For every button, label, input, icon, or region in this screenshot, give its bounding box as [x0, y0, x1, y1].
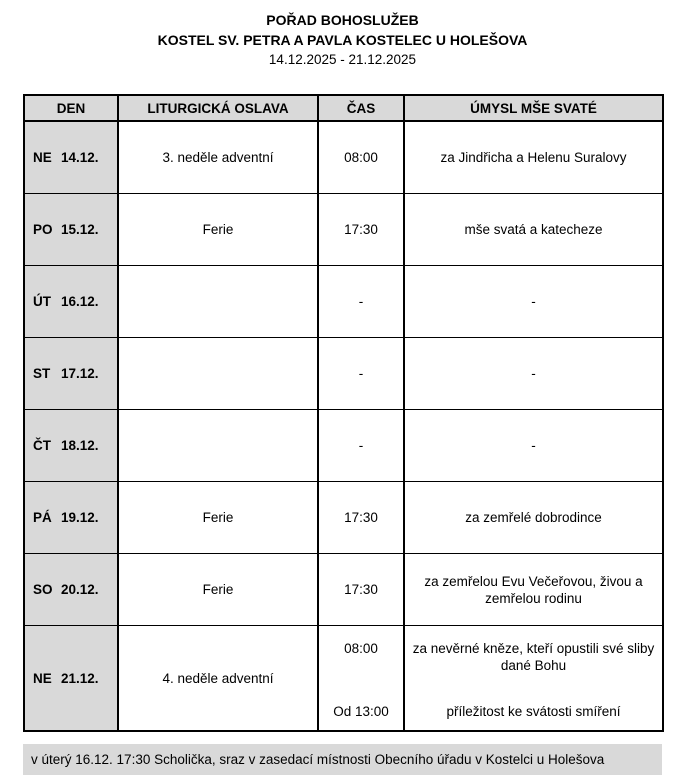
- day-date: 14.12.: [61, 150, 99, 165]
- day-date: 21.12.: [61, 670, 99, 686]
- day-abbr: NE: [33, 150, 52, 165]
- table-row: [24, 626, 663, 732]
- day-abbr: ST: [33, 366, 51, 381]
- intention-cell: [404, 626, 663, 732]
- celebration-cell: Ferie: [118, 482, 318, 554]
- day-date: 16.12.: [61, 294, 99, 309]
- mass-schedule-table: [23, 94, 664, 732]
- date-range: 14.12.2025 - 21.12.2025: [268, 52, 417, 67]
- day-abbr: ČT: [33, 438, 51, 453]
- table-row: [24, 121, 663, 194]
- intention-cell: -: [404, 266, 663, 338]
- time-cell: -: [318, 410, 404, 482]
- table-row: [24, 410, 663, 482]
- table-header-row: [24, 95, 663, 121]
- day-date: 20.12.: [61, 582, 99, 597]
- column-header-den: DEN: [24, 95, 118, 121]
- time-morning: 08:00: [344, 641, 378, 656]
- table-row: [24, 482, 663, 554]
- day-abbr: ÚT: [33, 294, 51, 309]
- footer-note: v úterý 16.12. 17:30 Scholička, sraz v zasedací místnosti Obecního úřadu v Kostelci u Holešova: [23, 744, 662, 775]
- day-date: 19.12.: [61, 510, 99, 525]
- time-cell: -: [318, 266, 404, 338]
- intention-cell: -: [404, 410, 663, 482]
- day-cell: [24, 554, 118, 626]
- time-cell: 17:30: [318, 482, 404, 554]
- time-cell: 17:30: [318, 194, 404, 266]
- celebration-cell: 4. neděle adventní: [118, 626, 318, 732]
- table-row: [24, 338, 663, 410]
- day-cell: [24, 626, 118, 732]
- day-cell: [24, 482, 118, 554]
- intention-cell: mše svatá a katecheze: [404, 194, 663, 266]
- intention-cell: za zemřelou Evu Večeřovou, živou a zemřelou rodinu: [404, 554, 663, 626]
- time-cell: 08:00: [318, 121, 404, 194]
- celebration-cell: [118, 410, 318, 482]
- intention-cell: za Jindřicha a Helenu Suralovy: [404, 121, 663, 194]
- celebration-cell: [118, 338, 318, 410]
- time-cell: -: [318, 338, 404, 410]
- celebration-cell: Ferie: [118, 194, 318, 266]
- day-cell: [24, 338, 118, 410]
- column-header-umysl: ÚMYSL MŠE SVATÉ: [404, 95, 663, 121]
- day-date: 18.12.: [61, 438, 99, 453]
- intention-cell: za zemřelé dobrodince: [404, 482, 663, 554]
- column-header-cas: ČAS: [318, 95, 404, 121]
- day-date: 17.12.: [61, 366, 99, 381]
- church-name: KOSTEL SV. PETRA A PAVLA KOSTELEC U HOLEŠOVA: [157, 32, 528, 48]
- time-cell: [318, 626, 404, 732]
- day-cell: [24, 410, 118, 482]
- time-afternoon: Od 13:00: [333, 704, 389, 719]
- table-row: [24, 194, 663, 266]
- celebration-cell: [118, 266, 318, 338]
- day-abbr: NE: [33, 670, 52, 686]
- intention-afternoon: příležitost ke svátosti smíření: [446, 704, 621, 719]
- day-cell: [24, 266, 118, 338]
- column-header-oslava: LITURGICKÁ OSLAVA: [118, 95, 318, 121]
- day-cell: [24, 194, 118, 266]
- day-abbr: PO: [33, 222, 53, 237]
- intention-cell: -: [404, 338, 663, 410]
- day-cell: [24, 121, 118, 194]
- document-header: [23, 10, 662, 70]
- celebration-cell: Ferie: [118, 554, 318, 626]
- intention-morning: za nevěrné kněze, kteří opustili své sliby dané Bohu: [412, 641, 655, 673]
- day-date: 15.12.: [61, 222, 99, 237]
- celebration-cell: 3. neděle adventní: [118, 121, 318, 194]
- page-title: POŘAD BOHOSLUŽEB: [266, 12, 419, 28]
- table-row: [24, 266, 663, 338]
- time-cell: 17:30: [318, 554, 404, 626]
- day-abbr: SO: [33, 582, 53, 597]
- day-abbr: PÁ: [33, 510, 52, 525]
- table-row: [24, 554, 663, 626]
